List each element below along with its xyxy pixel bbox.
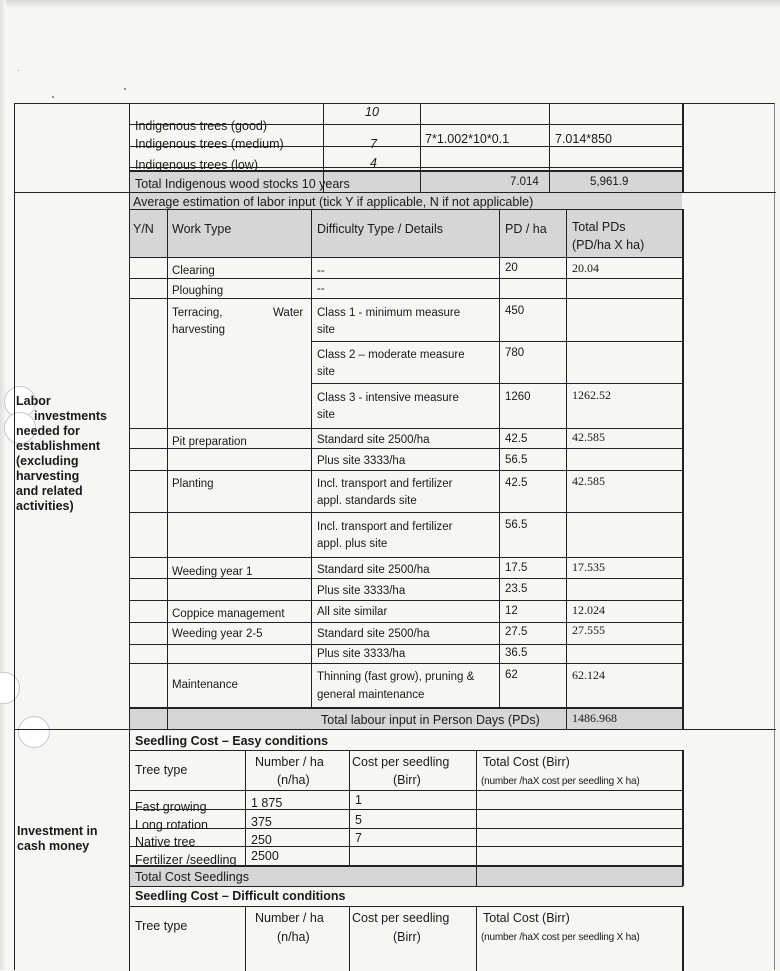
pd-value: 42.5 bbox=[505, 433, 528, 445]
difficult-title: Seedling Cost – Difficult conditions bbox=[135, 889, 346, 903]
total-value: 12.024 bbox=[572, 603, 605, 617]
detail: site bbox=[317, 409, 335, 421]
easy-row-num: 250 bbox=[251, 833, 272, 847]
col-total-pds: Total PDs bbox=[572, 220, 626, 234]
detail: Plus site 3333/ha bbox=[317, 648, 406, 660]
wood-row-value: 10 bbox=[365, 105, 379, 119]
scan-speck bbox=[18, 70, 19, 71]
work-pit: Pit preparation bbox=[172, 436, 247, 448]
detail: general maintenance bbox=[317, 689, 425, 701]
pd-value: 450 bbox=[505, 305, 525, 317]
work-ploughing: Ploughing bbox=[172, 285, 224, 297]
easy-h-num: Number / ha bbox=[255, 755, 324, 769]
wood-row-value: 7 bbox=[370, 137, 377, 151]
detail: Plus site 3333/ha bbox=[317, 585, 406, 597]
work-terracing: Water bbox=[273, 307, 304, 319]
detail: appl. plus site bbox=[317, 538, 388, 550]
side-divider bbox=[129, 104, 130, 971]
scan-speck bbox=[52, 96, 54, 98]
easy-row-type: Fertilizer /seedling bbox=[135, 853, 237, 867]
detail: site bbox=[317, 324, 335, 336]
detail: Plus site 3333/ha bbox=[317, 455, 406, 467]
difficult-h-cost-unit: (Birr) bbox=[393, 930, 421, 944]
wood-result: 7.014*850 bbox=[555, 132, 613, 146]
easy-row-type: Native tree bbox=[135, 835, 196, 849]
pd-value: 56.5 bbox=[505, 519, 528, 531]
detail: Standard site 2500/ha bbox=[317, 434, 430, 446]
pd-value: 20 bbox=[505, 262, 518, 274]
col-difficulty: Difficulty Type / Details bbox=[317, 222, 443, 236]
easy-h-cost-unit: (Birr) bbox=[393, 773, 421, 787]
pd-value: 36.5 bbox=[505, 647, 528, 659]
total-value: 62.124 bbox=[572, 668, 605, 682]
difficult-h-type: Tree type bbox=[135, 919, 188, 933]
total-value: 20.04 bbox=[572, 261, 599, 275]
easy-h-total: Total Cost (Birr) bbox=[483, 755, 570, 769]
work-weeding-1: Weeding year 1 bbox=[172, 566, 253, 578]
labor-total-value: 1486.968 bbox=[572, 711, 617, 725]
pd-value: 56.5 bbox=[505, 454, 528, 466]
detail: All site similar bbox=[317, 606, 388, 618]
wood-row-label: Indigenous trees (medium) bbox=[135, 137, 284, 151]
easy-h-total-sub: (number /haX cost per seedling X ha) bbox=[481, 776, 640, 787]
total-value: 42.585 bbox=[572, 430, 605, 444]
work-terracing: Terracing, bbox=[172, 307, 223, 319]
wood-total-label: Total Indigenous wood stocks 10 years bbox=[135, 177, 350, 191]
detail: Class 1 - minimum measure bbox=[317, 307, 461, 319]
wood-row-value: 4 bbox=[370, 156, 377, 170]
total-value: 27.555 bbox=[572, 623, 605, 637]
difficult-h-num: Number / ha bbox=[255, 911, 324, 925]
easy-row-type: Fast growing bbox=[135, 800, 207, 814]
pd-value: 17.5 bbox=[505, 562, 528, 574]
wood-total-value: 5,961.9 bbox=[590, 176, 629, 188]
wood-formula: 7*1.002*10*0.1 bbox=[425, 132, 510, 146]
scan-edge bbox=[0, 0, 780, 8]
easy-row-num: 2500 bbox=[251, 849, 279, 863]
work-weeding-2-5: Weeding year 2-5 bbox=[172, 628, 263, 640]
pd-value: 780 bbox=[505, 347, 525, 359]
difficult-h-cost: Cost per seedling bbox=[352, 911, 450, 925]
detail: site bbox=[317, 366, 335, 378]
wood-row-label: Indigenous trees (good) bbox=[135, 119, 268, 133]
pd-value: 42.5 bbox=[505, 477, 528, 489]
detail: Standard site 2500/ha bbox=[317, 628, 430, 640]
easy-h-cost: Cost per seedling bbox=[352, 755, 450, 769]
difficult-h-total: Total Cost (Birr) bbox=[483, 911, 570, 925]
easy-title: Seedling Cost – Easy conditions bbox=[135, 734, 329, 748]
col-total-pds-sub: (PD/ha X ha) bbox=[572, 238, 645, 252]
total-value: 1262.52 bbox=[572, 388, 611, 402]
labor-total-label: Total labour input in Person Days (PDs) bbox=[321, 713, 540, 727]
invest-side-label: Investment in cash money bbox=[17, 824, 98, 853]
work-planting: Planting bbox=[172, 478, 214, 490]
detail: Standard site 2500/ha bbox=[317, 564, 430, 576]
col-work-type: Work Type bbox=[172, 222, 232, 236]
detail: Class 2 – moderate measure bbox=[317, 349, 465, 361]
detail: -- bbox=[317, 283, 325, 295]
scan-edge bbox=[0, 0, 6, 970]
easy-h-num-unit: (n/ha) bbox=[277, 773, 310, 787]
detail: -- bbox=[317, 265, 325, 277]
labor-side-label: Labor investments needed for establishment (excluding harvesting and related activities) bbox=[16, 394, 107, 513]
detail: Class 3 - intensive measure bbox=[317, 392, 459, 404]
difficult-h-num-unit: (n/ha) bbox=[277, 930, 310, 944]
easy-row-num: 375 bbox=[251, 815, 272, 829]
detail: Incl. transport and fertilizer bbox=[317, 478, 453, 490]
total-value: 42.585 bbox=[572, 474, 605, 488]
scan-speck bbox=[124, 88, 126, 90]
work-maintenance: Maintenance bbox=[172, 679, 238, 691]
total-value: 17.535 bbox=[572, 560, 605, 574]
easy-row-cost: 7 bbox=[355, 831, 362, 845]
wood-row-label: Indigenous trees (low) bbox=[135, 158, 258, 172]
wood-total-pd: 7.014 bbox=[510, 176, 539, 188]
pd-value: 1260 bbox=[505, 391, 531, 403]
detail: appl. standards site bbox=[317, 495, 417, 507]
easy-row-num: 1 875 bbox=[251, 796, 283, 810]
document-table bbox=[14, 103, 775, 970]
col-pd-ha: PD / ha bbox=[505, 222, 547, 236]
easy-row-cost: 1 bbox=[355, 793, 362, 807]
labor-header: Average estimation of labor input (tick Y if applicable, N if not applicable) bbox=[133, 195, 534, 209]
difficult-h-total-sub: (number /haX cost per seedling X ha) bbox=[481, 932, 640, 943]
pd-value: 23.5 bbox=[505, 583, 528, 595]
easy-row-cost: 5 bbox=[355, 813, 362, 827]
pd-value: 12 bbox=[505, 605, 518, 617]
detail: Thinning (fast grow), pruning & bbox=[317, 671, 475, 683]
work-coppice: Coppice management bbox=[172, 608, 285, 620]
work-clearing: Clearing bbox=[172, 265, 215, 277]
easy-total-label: Total Cost Seedlings bbox=[135, 870, 249, 884]
pd-value: 27.5 bbox=[505, 626, 528, 638]
easy-row-type: Long rotation bbox=[135, 818, 208, 832]
pd-value: 62 bbox=[505, 669, 518, 681]
easy-h-type: Tree type bbox=[135, 763, 188, 777]
col-yn: Y/N bbox=[133, 222, 154, 236]
work-terracing: harvesting bbox=[172, 324, 226, 336]
detail: Incl. transport and fertilizer bbox=[317, 521, 453, 533]
